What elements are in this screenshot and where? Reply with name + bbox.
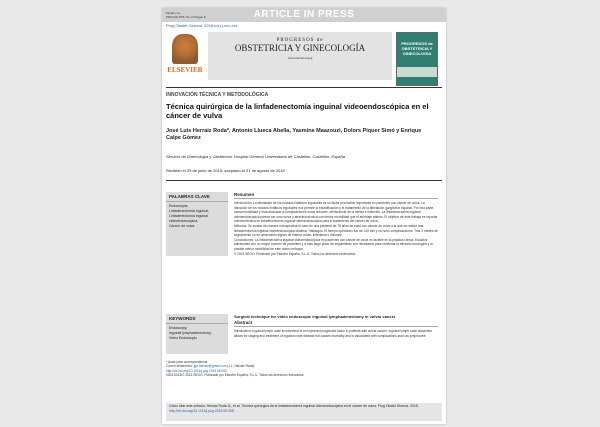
cover-band bbox=[397, 67, 437, 77]
journal-url[interactable]: www.elsevier.es/pog bbox=[287, 56, 313, 60]
email-label: Correo electrónico: bbox=[166, 364, 194, 369]
citation-doi-link[interactable]: http://dx.doi.org/10.1016/j.pog.2015.08.008 bbox=[169, 408, 234, 413]
keyword-item: Linfadenectomía inguinal; bbox=[169, 209, 209, 213]
footnotes bbox=[166, 360, 436, 378]
keywords-es-heading: PALABRAS CLAVE bbox=[166, 192, 228, 202]
model-line bbox=[166, 11, 206, 19]
keywords-en-heading: KEYWORDS bbox=[166, 314, 228, 324]
article-in-press-label: ARTICLE IN PRESS bbox=[253, 9, 355, 20]
keywords-es-box bbox=[166, 192, 228, 256]
keyword-item: Linfadenectomía inguinal videoendoscópica; bbox=[169, 214, 208, 223]
keywords-en-box bbox=[166, 314, 228, 354]
publisher-logo bbox=[166, 34, 204, 78]
article-title: Técnica quirúrgica de la linfadenectomía inguinal videoendoscópica en el cáncer de vulva bbox=[166, 102, 429, 120]
journal-banner bbox=[208, 32, 392, 80]
article-page bbox=[162, 8, 446, 424]
elsevier-tree-icon bbox=[172, 34, 198, 64]
abstract-en-title: Surgical technique for video endoscopic inguinal lymphadenectomy in vulvar cancer bbox=[234, 314, 396, 319]
email-link[interactable]: jgo.herraiz@gmail.com bbox=[193, 364, 227, 369]
journal-name: OBSTETRICIA Y GINECOLOGÍA bbox=[234, 43, 366, 53]
journal-label: PROGRESOS de bbox=[276, 38, 324, 43]
issn-line: PROGOI-878; No. of Pages 8 bbox=[166, 15, 206, 19]
received-dates: Recibido el 29 de junio de 2015; aceptado el 21 de agosto de 2015 bbox=[166, 168, 285, 173]
abstract-es-methods: Métodos: Se evaluó de manera retrospectiva el caso de una paciente de 78 años de edad con cáncer de vulva a la que se realizó una linfadenectomía inguinal videoendoscópica bilateral. Hallazgos: El tiempo operatorio fue de 140 min y no hubo complicaciones. Tras 3 meses de seguimiento no se observaron signos de edema vulvar, linfedema o linfocele. bbox=[234, 223, 438, 238]
section-label: INNOVACIÓN TÉCNICA Y METODOLÓGICA bbox=[166, 92, 269, 98]
author-affiliation: Servicio de Ginecología y Obstetricia, Hospital General Universitario de Castellón, Castellón, España bbox=[166, 154, 345, 159]
abstract-es bbox=[234, 192, 438, 256]
abstract-es-conclusions: Conclusiones: La linfadenectomía inguinal videoendoscópica en pacientes con cáncer de vulva es factible en la práctica clínica. Estudios adicionales con un mayor número de pacientes y a más largo plazo de seguimiento son necesarios para confirmar la eficacia oncológica y la posible menor morbilidad de este nuevo enfoque. bbox=[234, 237, 433, 251]
journal-citation-top[interactable]: Prog Obstet Ginecol. 2015;xx(x):xxx-xxx bbox=[166, 23, 238, 28]
citation-box bbox=[166, 403, 442, 421]
model-label: Model | G+ bbox=[166, 11, 181, 15]
abstract-es-heading: Resumen bbox=[234, 192, 438, 199]
keyword-item: Endoscopy; bbox=[169, 326, 188, 330]
keywords-en-list bbox=[166, 324, 228, 343]
article-authors: José Luis Herraiz Roda*, Antonio Llueca Abella, Yasmine Maazouzi, Dolors Piquer Simó y Enrique Calpe Gómez bbox=[166, 128, 422, 141]
issn-copyright: 0304-5013/© 2015 SEGO. Publicado por Elsevier España, S.L.U. Todos los derechos reservados. bbox=[166, 373, 305, 378]
abstract-en-heading: Abstract bbox=[234, 320, 438, 327]
keyword-item: Cáncer de vulva bbox=[169, 224, 195, 228]
header-rule bbox=[166, 87, 442, 88]
citation-text: Cómo citar este artículo: Herraiz Roda JL, et al. Técnica quirúrgica de la linfadenectomía inguinal videoendoscópica en el cáncer de vulva. Prog Obstet Ginecol. 2015. bbox=[169, 404, 419, 408]
dates-rule bbox=[166, 180, 442, 181]
keyword-item: Inguinal lymphadenectomy; bbox=[169, 331, 212, 335]
journal-cover-thumbnail bbox=[396, 32, 438, 86]
publisher-name: ELSEVIER bbox=[167, 66, 203, 74]
keywords-es-list bbox=[166, 202, 228, 231]
doi-link[interactable]: http://dx.doi.org/10.1016/j.pog.2015.08.008 bbox=[166, 368, 227, 373]
abstract-en bbox=[234, 314, 438, 338]
cover-title: PROGRESOS de OBSTETRICIA Y GINECOLOGÍA bbox=[401, 41, 433, 56]
abstract-es-intro: Introducción: La afectación de los nódulos linfáticos inguinales es un factor pronóstico importante en pacientes con cáncer de vulva. La disección de los nódulos linfáticos inguinales nos permite la estadificación y el tratamiento de la afectación ganglionar inguinal. Por otra parte, causa morbilidad y está asociada a complicaciones como linfocele, dehiscencia de la herida e infección. La linfadenectomía inguinal videoendoscópica parece ser una nueva y atractiva técnica con menor morbilidad que el abordaje abierto. El objetivo de este trabajo es reportar nuestra técnica de linfadenectomía inguinal videoendoscópica para el tratamiento del cáncer de vulva. bbox=[234, 201, 438, 224]
abstract-en-text: Introduction: Inguinal lymph node involvement is an important prognostic factor in patients with vulvar cancer. Inguinal lymph node dissection allows for staging and treatment of inguinal node disease but causes morbidity and is associated with complications such as lymphocele bbox=[234, 329, 433, 338]
corresponding-author-note: * Autor para correspondencia. bbox=[166, 360, 209, 364]
abstract-es-copyright: © 2015 SEGO. Publicado por Elsevier España, S.L.U. Todos los derechos reservados. bbox=[234, 251, 357, 256]
keyword-item: Video Endoscopic bbox=[169, 336, 197, 340]
keyword-item: Endoscopia; bbox=[169, 204, 189, 208]
email-suffix: (J.L. Herraiz Roda). bbox=[226, 364, 256, 369]
